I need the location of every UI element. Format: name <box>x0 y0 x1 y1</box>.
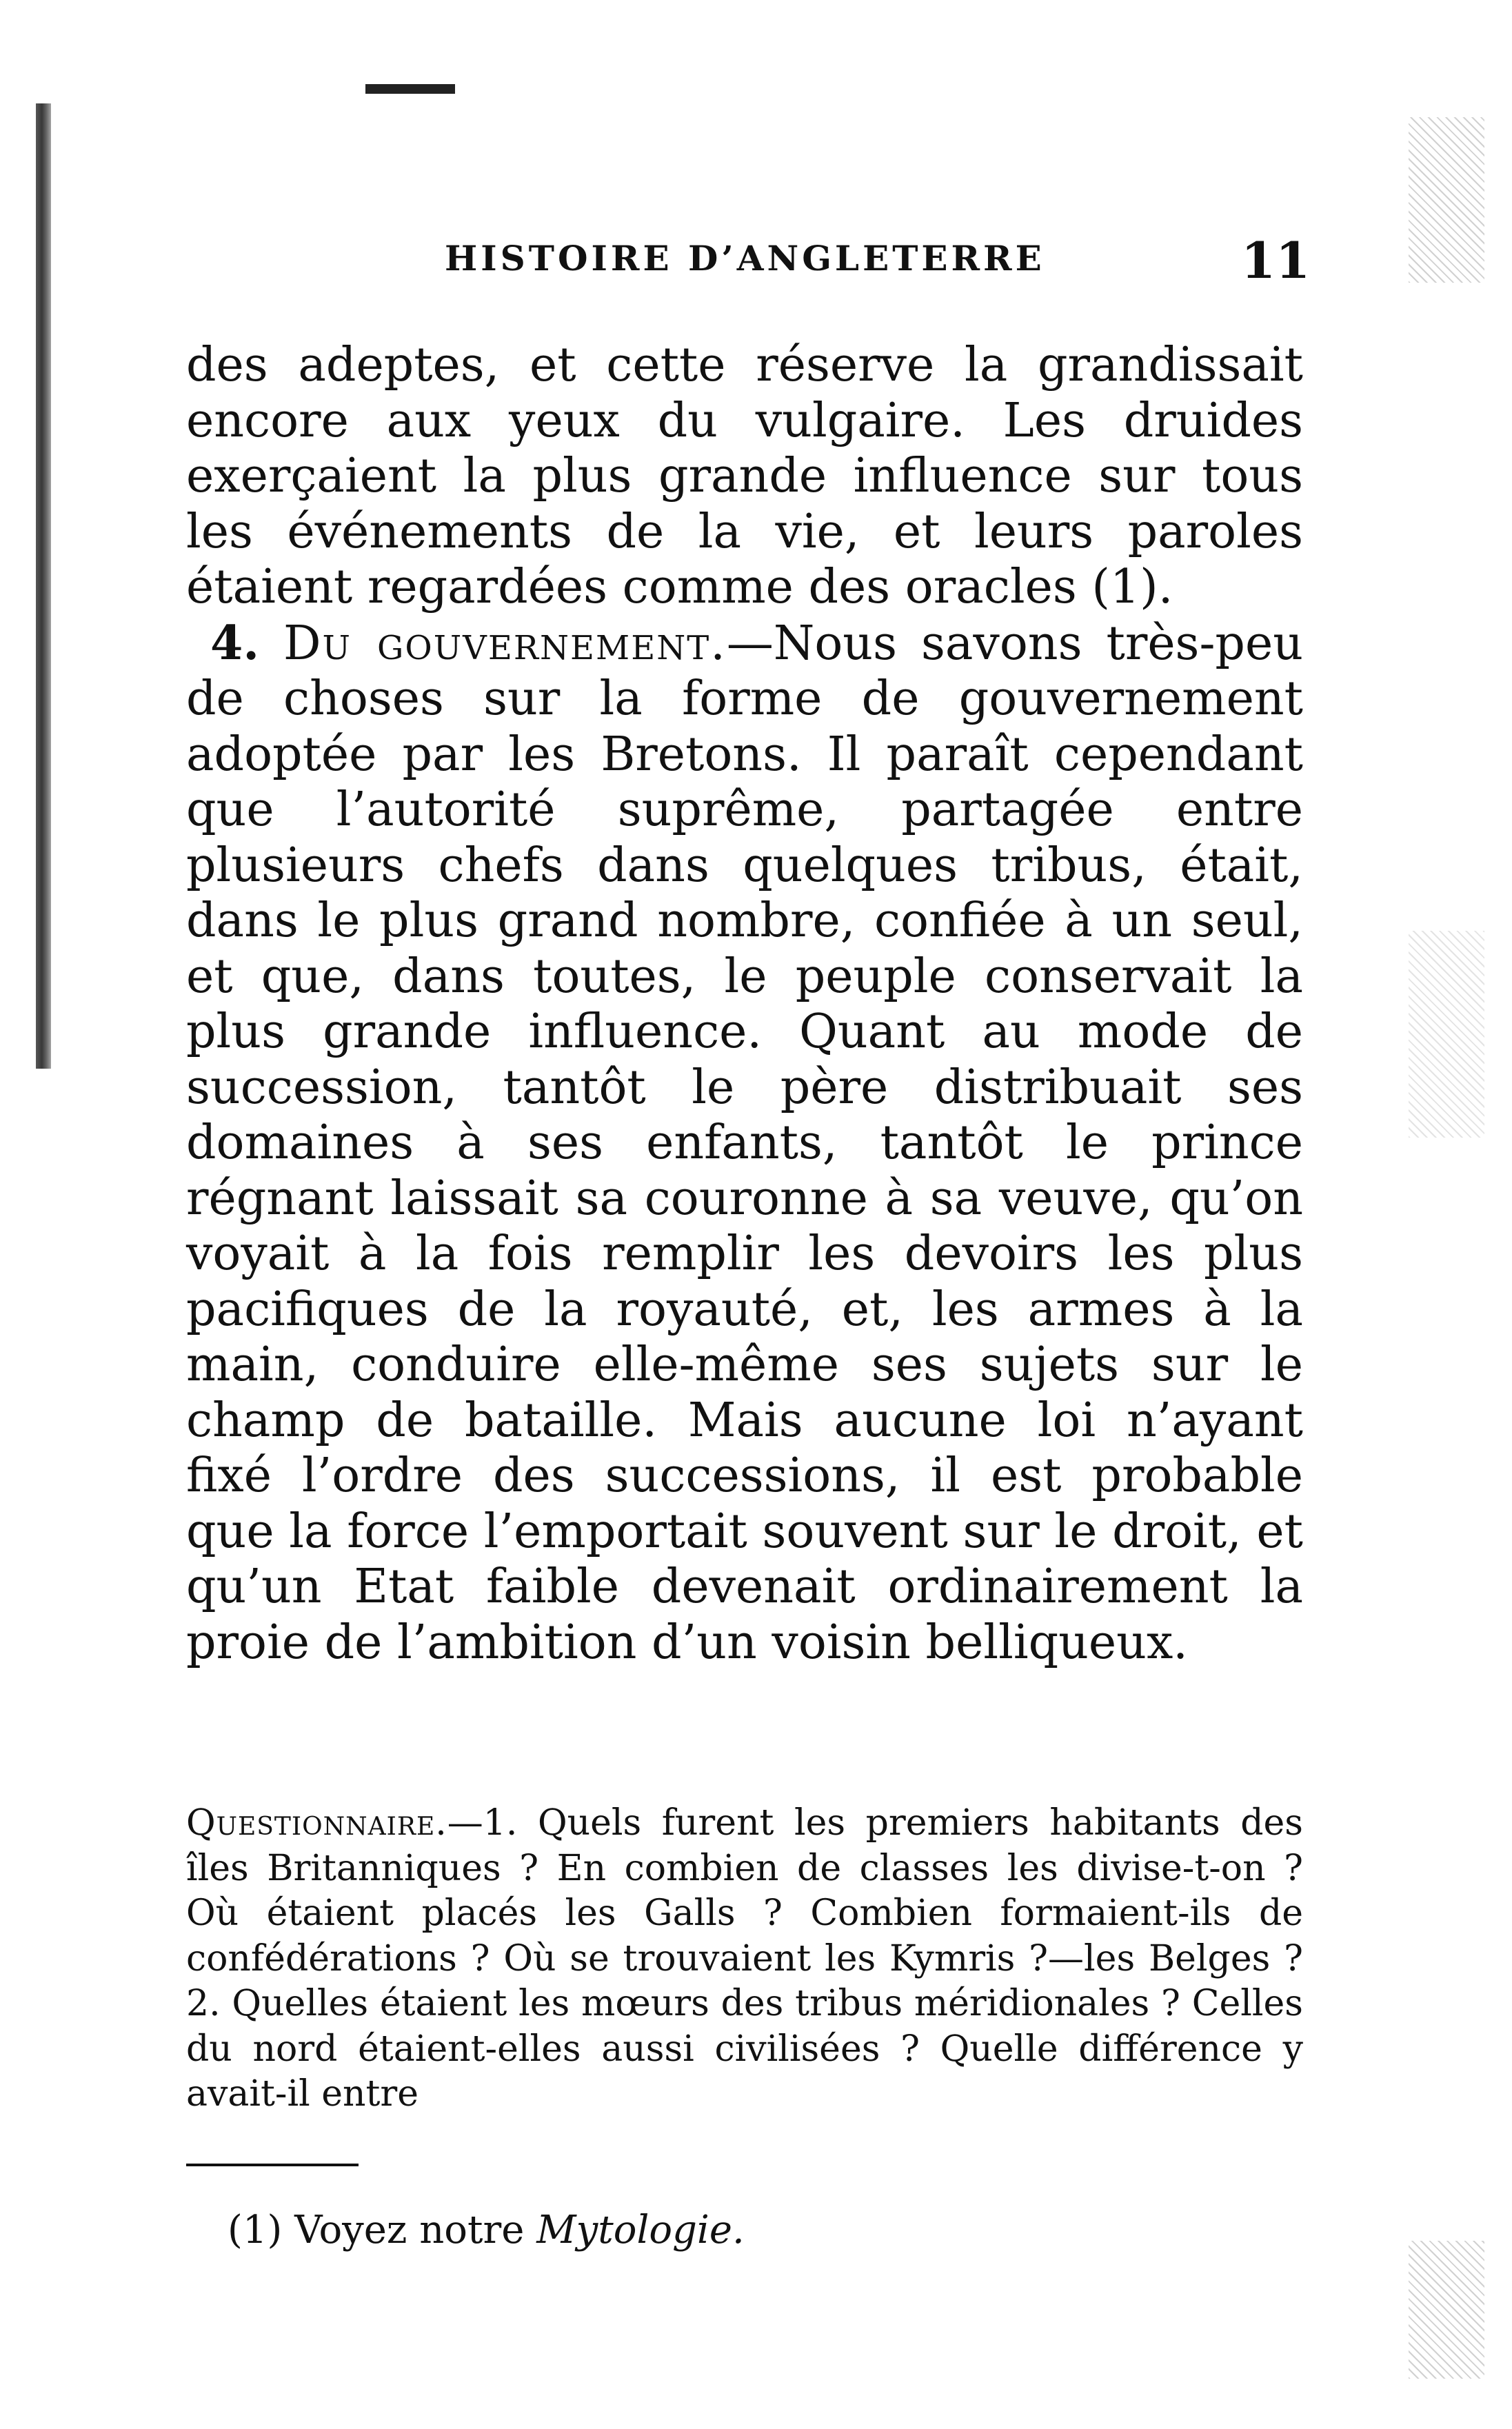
paper-speckle <box>1409 2241 1484 2379</box>
footnote-marker: (1) <box>228 2208 283 2252</box>
questionnaire-text: —1. Quels furent les premiers habitants des îles Britanniques ? En combien de classes les divise-t-on ? Où étaient placés les Galls ? Combien formaient-ils de confédérations ? Où se trouvaient les Kymris ?—les Belges ? 2. Quelles étaient les mœurs des tribus méridionales ? Celles du nord étaient-elles aussi civilisées ? Quelle différence y avait-il entre <box>186 1802 1303 2115</box>
paragraph-gouvernement <box>186 616 1303 1671</box>
print-mark <box>365 84 455 94</box>
questionnaire <box>186 1801 1303 2117</box>
page-number: 11 <box>1241 231 1311 290</box>
running-header <box>0 231 1512 300</box>
section-text: —Nous savons très-peu de choses sur la forme de gouvernement adoptée par les Bretons. Il paraît cependant que l’autorité suprême, partagée entre plusieurs chefs dans quelques tribus, était, dans le plus grand nombre, confiée à un seul, et que, dans toutes, le peuple conservait la plus grande influence. Quant au mode de succession, tantôt le père distribuait ses domaines à ses enfants, tantôt le prince régnant laissait sa couronne à sa veuve, qu’on voyait à la fois remplir les devoirs les plus pacifiques de la royauté, et, les armes à la main, conduire elle-même ses sujets sur le champ de bataille. Mais aucune loi n’ayant fixé l’ordre des successions, il est probable que la force l’emportait souvent sur le droit, et qu’un Etat faible devenait ordinairement la proie de l’ambition d’un voisin belliqueux. <box>186 616 1303 1670</box>
running-title: HISTOIRE D’ANGLETERRE <box>445 238 1045 279</box>
section-title: Du gouvernement. <box>283 616 727 671</box>
paragraph-druides: des adeptes, et cette réserve la grandissait encore aux yeux du vulgaire. Les druides exerçaient la plus grande influence sur tous les événements de la vie, et leurs paroles étaient regardées comme des oracles (1). <box>186 338 1303 614</box>
footnote-title: Mytologie. <box>536 2208 745 2252</box>
footnote <box>228 2206 1193 2255</box>
questionnaire-label: Questionnaire. <box>186 1802 447 1844</box>
footnote-text: Voyez notre <box>294 2208 525 2252</box>
section-number: 4. <box>210 615 260 671</box>
footnote-rule <box>186 2164 359 2166</box>
paper-speckle <box>1409 931 1484 1138</box>
main-text <box>186 338 1303 1671</box>
